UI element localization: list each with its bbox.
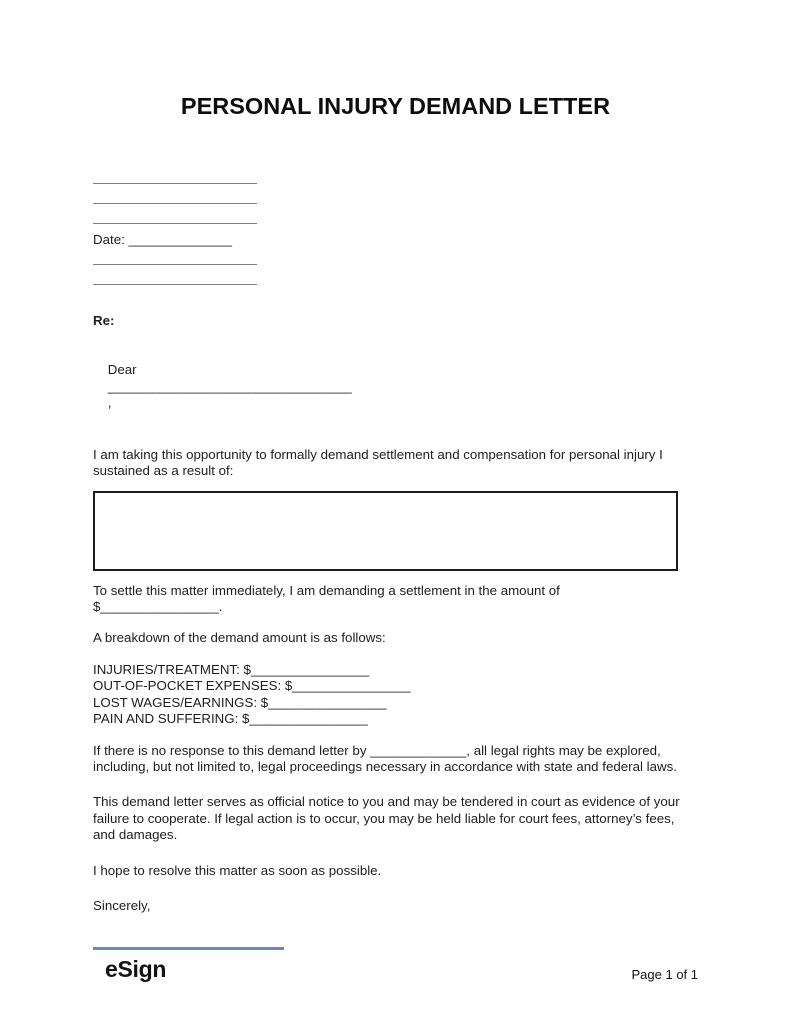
page-footer: [93, 952, 698, 986]
re-label: Re:: [93, 313, 115, 328]
esign-logo: eSign: [105, 956, 167, 982]
signature-line[interactable]: [93, 947, 284, 950]
breakdown-item-injuries[interactable]: INJURIES/TREATMENT: $________________: [93, 662, 370, 678]
breakdown-item-out-of-pocket[interactable]: OUT-OF-POCKET EXPENSES: $________________: [93, 678, 411, 694]
official-notice-paragraph: This demand letter serves as official notice to you and may be tendered in court as evidence of your failure to cooperate. If legal action is to occur, you may be held liable for court fees, attorney’s fees, and damages.: [93, 794, 680, 842]
incident-description-box[interactable]: [93, 491, 678, 571]
page-indicator: Page 1 of 1: [631, 967, 698, 982]
date-label: Date:: [93, 231, 129, 247]
fill-line-4[interactable]: [93, 248, 257, 265]
page-title: PERSONAL INJURY DEMAND LETTER: [180, 93, 611, 119]
intro-paragraph: I am taking this opportunity to formally demand settlement and compensation for personal injury I sustained as a result of:: [93, 447, 663, 479]
salutation-suffix: ,: [107, 394, 112, 410]
no-response-paragraph: If there is no response to this demand letter by _____________, all legal rights may be explored, including, but not limited to, legal proceedings necessary in accordance with state and federal laws.: [93, 743, 677, 775]
hope-paragraph: I hope to resolve this matter as soon as possible.: [93, 863, 382, 879]
date-blank-field[interactable]: ______________: [128, 231, 233, 247]
recipient-name-blank[interactable]: _________________________________: [107, 378, 352, 394]
sender-info-block: [93, 164, 698, 285]
closing-line: Sincerely,: [93, 898, 151, 914]
fill-line-1[interactable]: [93, 164, 257, 184]
breakdown-item-pain-suffering[interactable]: PAIN AND SUFFERING: $________________: [93, 710, 368, 726]
settlement-line-1: To settle this matter immediately, I am demanding a settlement in the amount of: [93, 582, 560, 598]
breakdown-item-lost-wages[interactable]: LOST WAGES/EARNINGS: $________________: [93, 694, 387, 710]
breakdown-list: [93, 662, 698, 727]
settlement-paragraph: [93, 583, 698, 615]
date-row: [93, 224, 698, 248]
fill-line-5[interactable]: [93, 265, 257, 285]
breakdown-intro: A breakdown of the demand amount is as follows:: [93, 630, 386, 646]
salutation-line: [93, 346, 698, 427]
settlement-amount-blank[interactable]: $________________.: [93, 598, 223, 614]
fill-line-2[interactable]: [93, 184, 257, 204]
salutation-prefix: Dear: [107, 362, 141, 378]
fill-line-3[interactable]: [93, 204, 257, 224]
